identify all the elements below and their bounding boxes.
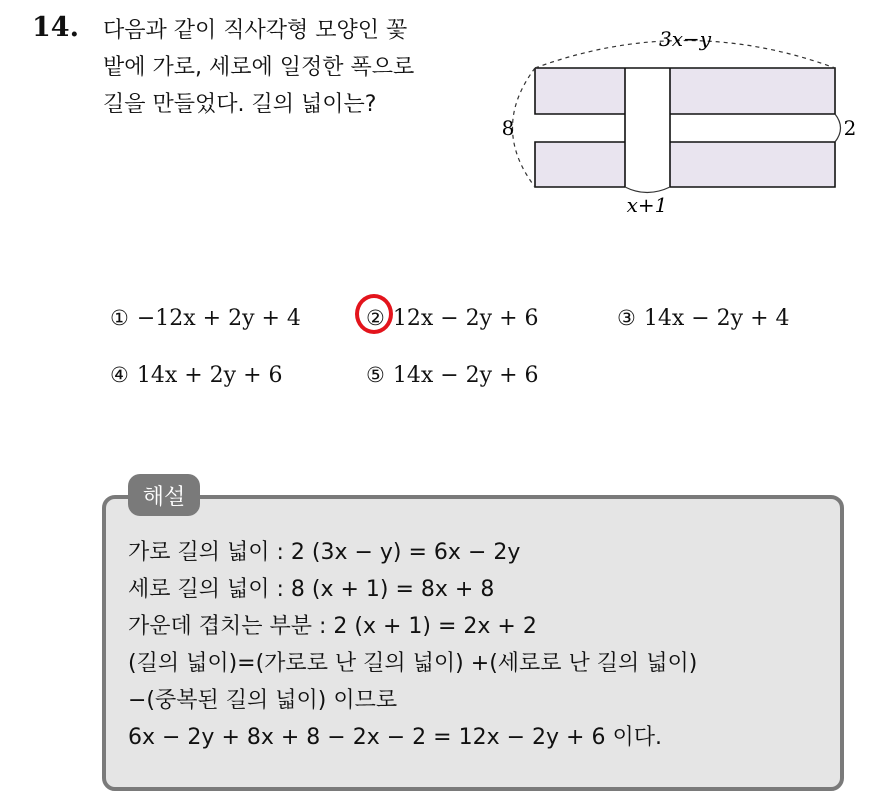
choice-4[interactable] [110,363,283,388]
choice-5[interactable] [366,363,539,388]
top-length-label: 3x−y [658,27,712,51]
question-line: 밭에 가로, 세로에 일정한 폭으로 [103,55,415,80]
question-number: 14. [32,12,79,43]
garden-path-figure [490,18,860,223]
bottom-dimension-arc [625,187,670,193]
choice-3[interactable] [617,306,790,331]
left-length-label: 8 [501,116,515,140]
answer-circle-mark [355,294,393,334]
flower-bed-bottom-right [670,142,834,187]
choice-text: 14x − 2y + 4 [643,306,790,331]
answer-choices [110,300,850,400]
choice-mark: ③ [617,306,636,330]
question-line: 다음과 같이 직사각형 모양인 꽃 [103,18,408,43]
question-line: 길을 만들었다. 길의 넓이는? [103,92,377,117]
choice-1[interactable] [110,306,301,331]
solution-line: (길의 넓이)=(가로로 난 길의 넓이) +(세로로 난 길의 넓이) [128,651,698,676]
solution-text [128,534,697,756]
flower-bed-top-left [535,68,625,114]
choice-text: 14x − 2y + 6 [392,363,539,388]
solution-line: 6x − 2y + 8x + 8 − 2x − 2 = 12x − 2y + 6 이다. [128,725,662,750]
flower-bed-bottom-left [535,142,625,187]
choice-mark: ② [366,306,385,330]
choice-mark: ④ [110,363,129,387]
solution-tag: 해설 [128,474,200,516]
left-dimension-arc [513,68,536,187]
choice-text: −12x + 2y + 4 [136,306,301,331]
choice-mark: ⑤ [366,363,385,387]
question-text [103,12,483,123]
bottom-width-label: x+1 [626,193,668,217]
solution-line: 세로 길의 넓이 : 8 (x + 1) = 8x + 8 [128,577,495,602]
right-width-label: 2 [843,116,857,140]
solution-line: 가로 길의 넓이 : 2 (3x − y) = 6x − 2y [128,540,521,565]
choice-text: 14x + 2y + 6 [136,363,283,388]
choice-mark: ① [110,306,129,330]
solution-line: 가운데 겹치는 부분 : 2 (x + 1) = 2x + 2 [128,614,537,639]
right-dimension-arc [835,114,841,142]
flower-bed-top-right [670,68,834,114]
solution-line: −(중복된 길의 넓이) 이므로 [128,688,398,713]
choice-text: 12x − 2y + 6 [392,306,539,331]
